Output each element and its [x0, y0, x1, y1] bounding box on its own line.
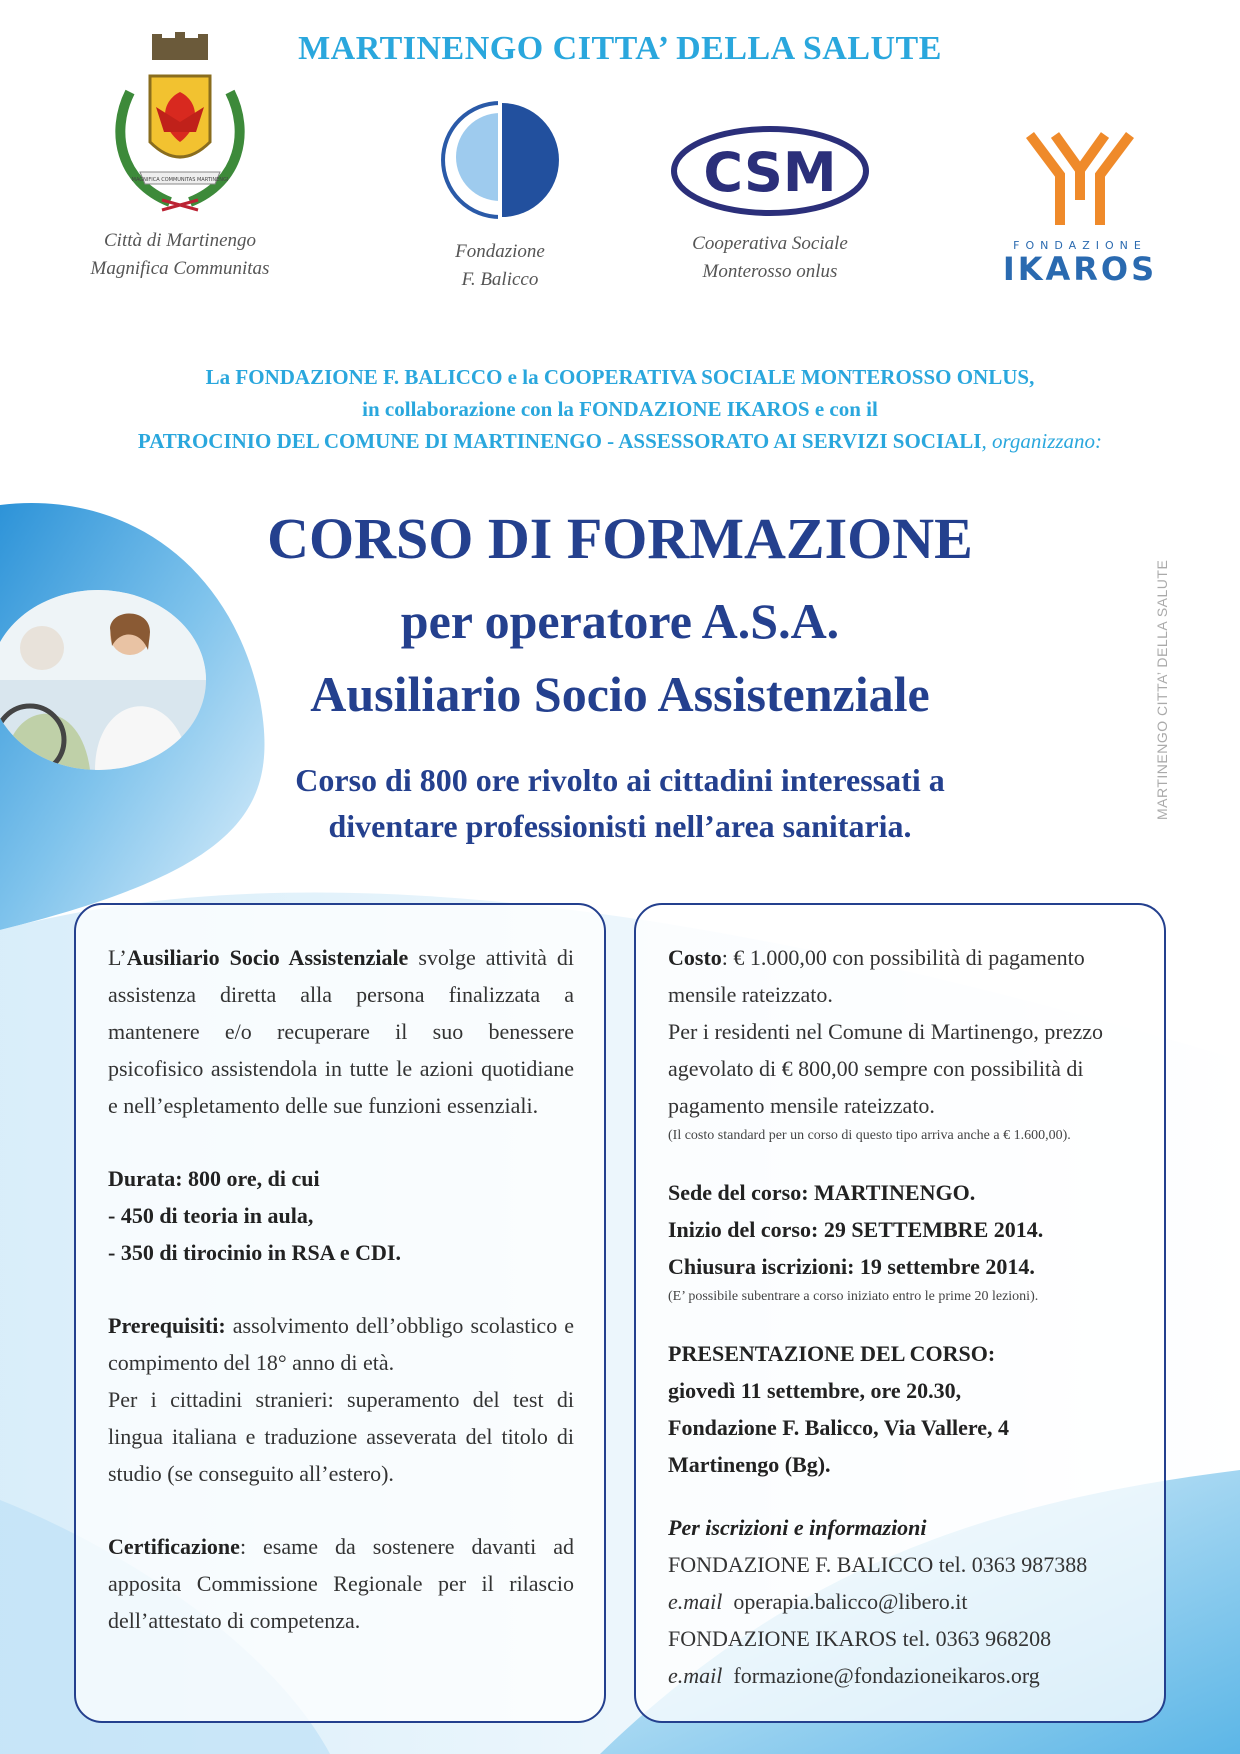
page-title: MARTINENGO CITTA’ DELLA SALUTE [298, 30, 942, 67]
intro-line-3 [0, 429, 1240, 454]
foreign-requirements: Per i cittadini stranieri: superamento del test di lingua italiana e traduzione asseverata del titolo di studio (se conseguito all’estero). [108, 1387, 574, 1486]
asa-description-lead: L’ [108, 945, 127, 970]
presentation-venue: Fondazione F. Balicco, Via Vallere, 4 [668, 1415, 1010, 1440]
course-title: CORSO DI FORMAZIONE [267, 506, 973, 571]
contact-balicco-phone: FONDAZIONE F. BALICCO tel. 0363 987388 [668, 1552, 1088, 1577]
course-tagline-2: diventare professionisti nell’area sanitaria. [328, 808, 912, 844]
asa-description-text: svolge attività di assistenza diretta alla persona finalizzata a mantenere e/o recuperare il suo benessere psicofisico assistendola in tutte le azioni quotidiane e nell’espletamento delle sue funzioni essenziali. [108, 945, 574, 1118]
contact-ikaros-phone: FONDAZIONE IKAROS tel. 0363 968208 [668, 1626, 1052, 1651]
email-ikaros-link[interactable]: formazione@fondazioneikaros.org [733, 1663, 1040, 1688]
balicco-mark-icon [440, 95, 560, 225]
comune-logo [70, 32, 290, 283]
certification-text: : esame da sostenere davanti ad apposita Commissione Regionale per il rilascio dell’attestato di competenza. [108, 1534, 574, 1633]
side-vertical-text: MARTINENGO CITTA’ DELLA SALUTE [1154, 559, 1170, 820]
durata-theory: - 450 di teoria in aula, [108, 1203, 314, 1228]
presentation-heading: PRESENTAZIONE DEL CORSO: [668, 1341, 996, 1366]
course-start: Inizio del corso: 29 SETTEMBRE 2014. [668, 1217, 1044, 1242]
asa-description [108, 939, 574, 1124]
durata-heading: Durata: 800 ore, di cui [108, 1166, 320, 1191]
course-description-box [74, 903, 606, 1723]
ikaros-label-big: IKAROS [1002, 250, 1158, 288]
coat-of-arms-icon [100, 32, 260, 222]
course-subtitle-1: per operatore A.S.A. [400, 593, 840, 649]
prerequisites [108, 1307, 574, 1381]
contact-balicco-email [668, 1583, 1134, 1620]
balicco-line1: Fondazione [455, 241, 545, 262]
csm-mark-icon [670, 125, 870, 217]
prerequisites-label: Prerequisiti: [108, 1313, 226, 1338]
cost-label: Costo [668, 945, 722, 970]
ikaros-logo [970, 130, 1190, 286]
course-tagline-1: Corso di 800 ore rivolto ai cittadini interessati a [295, 762, 945, 798]
csm-logo [660, 125, 880, 286]
balicco-line2: F. Balicco [461, 269, 539, 290]
cost-note: (Il costo standard per un corso di questo tipo arriva anche a € 1.600,00). [668, 1128, 1071, 1143]
csm-line2: Monterosso onlus [702, 261, 838, 282]
presentation-city: Martinengo (Bg). [668, 1452, 831, 1477]
contact-ikaros-email [668, 1657, 1134, 1694]
intro-line-3-tail: , organizzano: [981, 429, 1103, 453]
cost-text: : € 1.000,00 con possibilità di pagamento mensile rateizzato. [668, 945, 1085, 1007]
contacts-heading: Per iscrizioni e informazioni [668, 1515, 927, 1540]
csm-mark-text: CSM [703, 141, 837, 204]
durata-internship: - 350 di tirocinio in RSA e CDI. [108, 1240, 401, 1265]
cost [668, 939, 1134, 1013]
intro-line-3-text: PATROCINIO DEL COMUNE DI MARTINENGO - ASSESSORATO AI SERVIZI SOCIALI [137, 429, 982, 453]
resident-discount: Per i residenti nel Comune di Martinengo, prezzo agevolato di € 800,00 sempre con possibilità di pagamento mensile rateizzato. [668, 1019, 1103, 1118]
ikaros-figure-icon [1015, 130, 1145, 230]
comune-motto: Magnifica Communitas [90, 258, 270, 279]
email-balicco-link[interactable]: operapia.balicco@libero.it [733, 1589, 968, 1614]
course-subtitle-2: Ausiliario Socio Assistenziale [310, 666, 930, 722]
enrollment-close: Chiusura iscrizioni: 19 settembre 2014. [668, 1254, 1035, 1279]
certification-label: Certificazione [108, 1534, 240, 1559]
presentation-date: giovedì 11 settembre, ore 20.30, [668, 1378, 962, 1403]
course-location: Sede del corso: MARTINENGO. [668, 1180, 976, 1205]
intro-line-1: La FONDAZIONE F. BALICCO e la COOPERATIVA SOCIALE MONTEROSSO ONLUS, [205, 365, 1035, 389]
balicco-logo [400, 95, 600, 294]
csm-line1: Cooperativa Sociale [692, 233, 848, 254]
ikaros-label-small: FONDAZIONE [1013, 239, 1147, 252]
caregiver-photo [0, 590, 206, 770]
course-details-box [634, 903, 1166, 1723]
seal-ribbon-text: MAGNIFICA COMMUNITAS MARTINENGI [131, 177, 229, 183]
late-entry-note: (E’ possibile subentrare a corso iniziato entro le prime 20 lezioni). [668, 1289, 1039, 1304]
prerequisites-text: assolvimento dell’obbligo scolastico e compimento del 18° anno di età. [108, 1313, 574, 1375]
asa-description-bold: Ausiliario Socio Assistenziale [126, 945, 409, 970]
certification [108, 1528, 574, 1639]
email-label: e.mail [668, 1663, 723, 1688]
comune-name: Città di Martinengo [104, 230, 256, 251]
email-label: e.mail [668, 1589, 723, 1614]
intro-line-2: in collaborazione con la FONDAZIONE IKAROS e con il [362, 397, 878, 421]
